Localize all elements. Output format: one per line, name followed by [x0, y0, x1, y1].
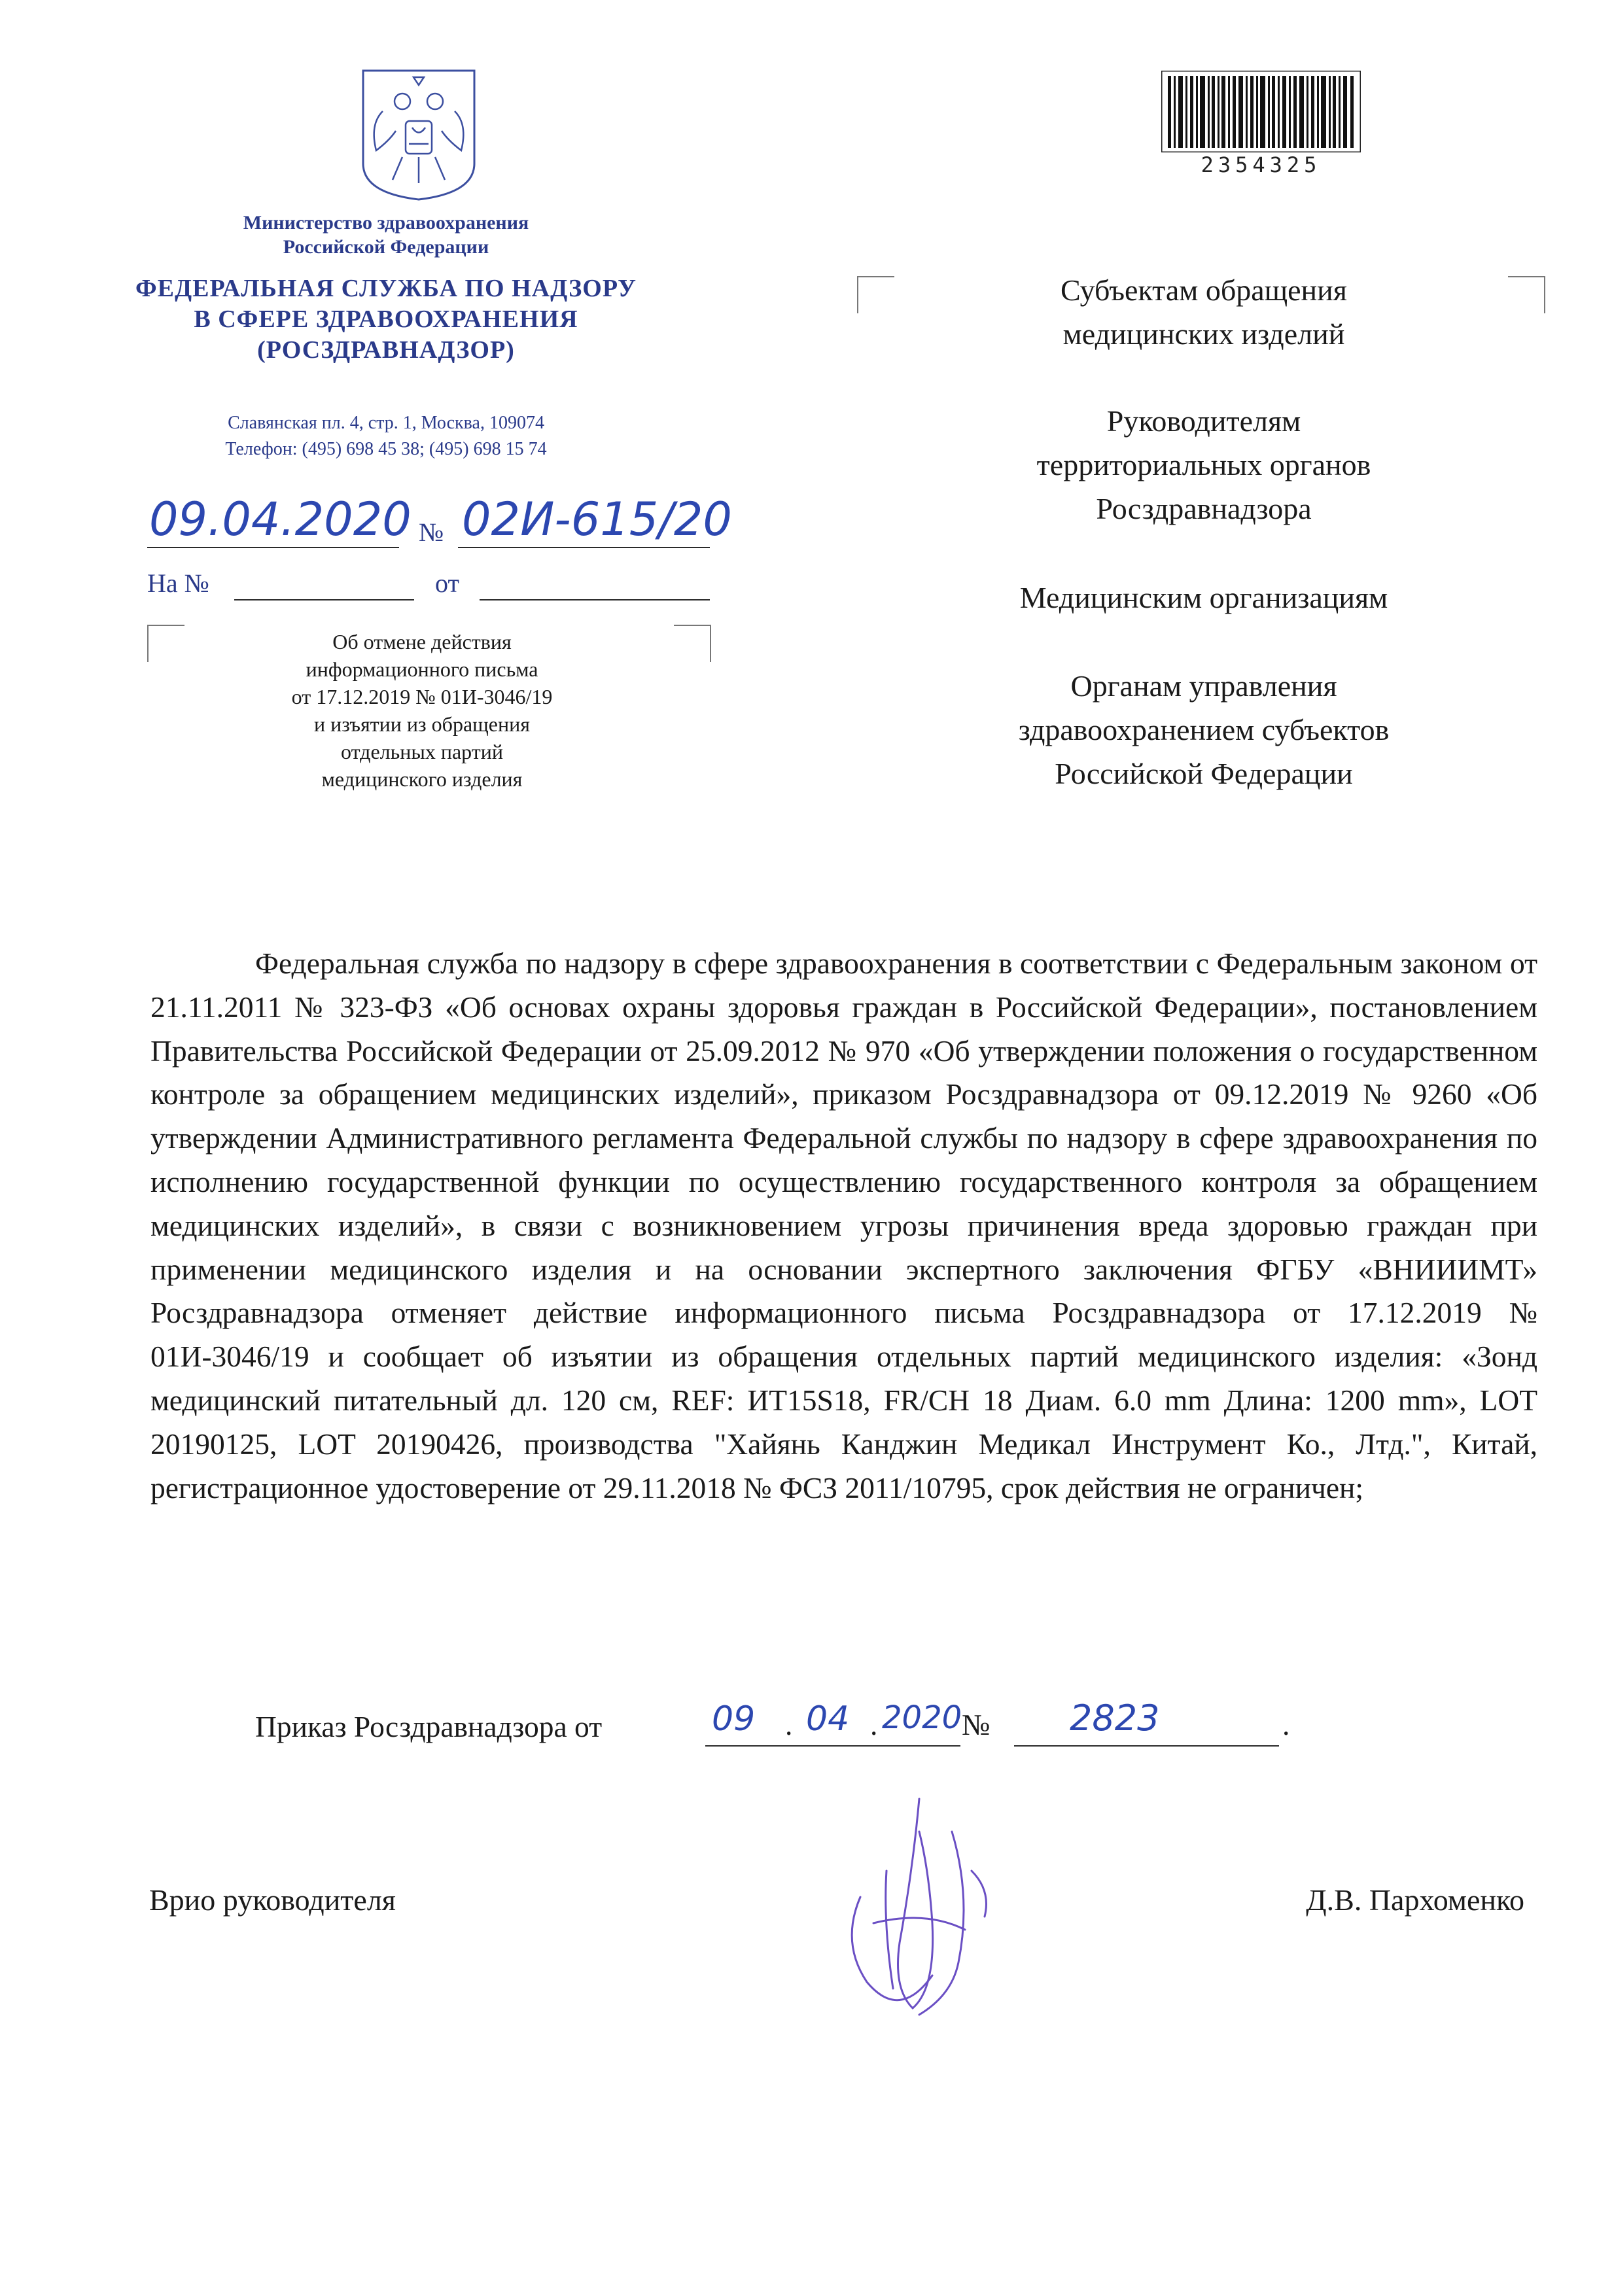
reg-number-handwritten: 02И-615/20	[462, 493, 732, 546]
agency-phone: Телефон: (495) 698 45 38; (495) 698 15 74	[225, 439, 547, 459]
agency-name-line1: ФЕДЕРАЛЬНАЯ СЛУЖБА ПО НАДЗОРУ	[135, 275, 637, 302]
order-date-dot2: .	[870, 1708, 878, 1741]
order-date-dot1: .	[785, 1708, 793, 1741]
addressee-1-line2: медицинских изделий	[1062, 317, 1345, 351]
order-end-dot: .	[1282, 1708, 1290, 1741]
signatory-name: Д.В. Пархоменко	[1306, 1883, 1524, 1917]
subject-line4: и изъятии из обращения	[314, 712, 530, 736]
subject-line6: медицинского изделия	[321, 767, 523, 791]
reg-number-sign: №	[419, 517, 444, 547]
addressee-3-line1: Медицинским организациям	[1019, 581, 1388, 614]
signature-icon	[821, 1792, 1004, 2028]
order-year-handwritten: 2020	[882, 1699, 962, 1736]
barcode-number: 2354325	[1201, 152, 1322, 177]
ref-number-label: На №	[147, 568, 209, 598]
order-number-line	[1014, 1745, 1279, 1747]
reg-date-handwritten: 09.04.2020	[149, 493, 412, 546]
addressee-bracket-left	[857, 276, 894, 313]
reg-date-line	[147, 547, 399, 548]
ref-number-line	[234, 599, 414, 600]
ref-date-line	[480, 599, 710, 600]
subject-line1: Об отмене действия	[332, 630, 512, 653]
agency-name-line2: В СФЕРЕ ЗДРАВООХРАНЕНИЯ	[194, 305, 578, 333]
order-month-handwritten: 04	[806, 1699, 850, 1739]
subject-line5: отдельных партий	[341, 740, 503, 763]
addressee-4-line3: Российской Федерации	[1055, 757, 1353, 790]
coat-of-arms-emblem-icon	[357, 65, 481, 203]
addressee-2-line2: территориальных органов	[1036, 448, 1371, 481]
signatory-position: Врио руководителя	[149, 1883, 396, 1917]
agency-address: Славянская пл. 4, стр. 1, Москва, 109074	[228, 413, 544, 433]
subject-bracket-left	[147, 625, 184, 662]
barcode-icon	[1161, 71, 1361, 152]
order-prefix: Приказ Росздравнадзора от	[255, 1710, 603, 1743]
order-date-line	[705, 1745, 960, 1747]
addressee-1-line1: Субъектам обращения	[1061, 273, 1347, 307]
ministry-name-line1: Министерство здравоохранения	[243, 212, 529, 234]
addressee-bracket-right	[1508, 276, 1545, 313]
ref-date-label: от	[435, 568, 459, 598]
ministry-name-line2: Российской Федерации	[283, 236, 489, 258]
order-number-handwritten: 2823	[1070, 1697, 1160, 1739]
body-paragraph-1: Федеральная служба по надзору в сфере здравоохранения в соответствии с Федеральным законом от 21.11.2011 № 323-ФЗ «Об основах охраны здоровья граждан в Российской Федерации», постановлением Правительства Российской Федерации от 25.09.2012 № 970 «Об утверждении положения о государственном контроле за обращением медицинских изделий», приказом Росздравнадзора от 09.12.2019 № 9260 «Об утверждении Административного регламента Федеральной службы по надзору в сфере здравоохранения по исполнению государственной функции по осуществлению государственного контроля за обращением медицинских изделий», в связи с возникновением угрозы причинения вреда здоровью граждан при применении медицинского изделия и на основании экспертного заключения ФГБУ «ВНИИИМТ» Росздравнадзора отменяет действие информационного письма Росздравнадзора от 17.12.2019 № 01И-3046/19 и сообщает об изъятии из обращения отдельных партий медицинского изделия: «Зонд медицинский питательный дл. 120 см, REF: ИТ15S18, FR/CH 18 Диам. 6.0 mm Длина: 1200 mm», LOT 20190125, LOT 20190426, производства "Хайянь Канджин Медикал Инструмент Ко., Лтд.", Китай, регистрационное удостоверение от 29.11.2018 № ФСЗ 2011/10795, срок действия не ограничен;	[150, 947, 1537, 1505]
agency-name-line3: (РОСЗДРАВНАДЗОР)	[257, 336, 515, 364]
addressee-4-line1: Органам управления	[1070, 669, 1337, 703]
letter-body	[150, 942, 1537, 1510]
addressee-2-line1: Руководителям	[1106, 404, 1301, 438]
addressee-4-line2: здравоохранением субъектов	[1018, 713, 1390, 746]
subject-line2: информационного письма	[306, 657, 538, 681]
addressee-2-line3: Росздравнадзора	[1096, 492, 1312, 525]
subject-bracket-right	[674, 625, 711, 662]
subject-line3: от 17.12.2019 № 01И-3046/19	[291, 685, 553, 708]
reg-number-line	[458, 547, 710, 548]
order-number-sign: №	[962, 1708, 991, 1741]
order-day-handwritten: 09	[712, 1699, 756, 1739]
